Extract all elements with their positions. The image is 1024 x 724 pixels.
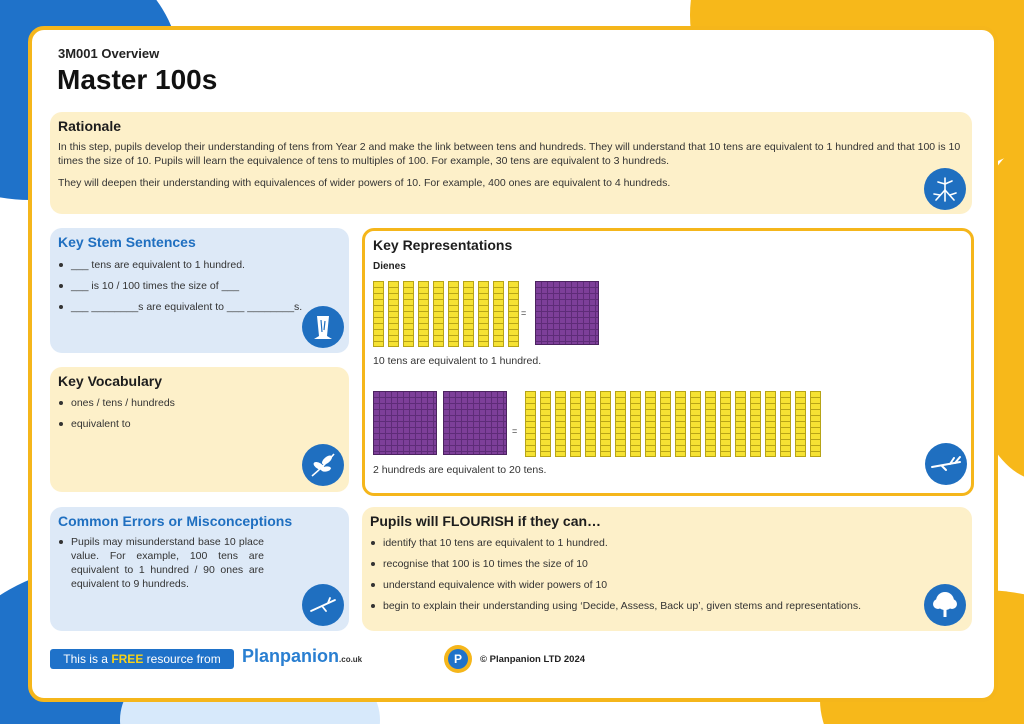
copyright-text: © Planpanion LTD 2024: [480, 654, 586, 665]
banner-free-text: FREE: [111, 652, 144, 666]
page-title: Master 100s: [57, 64, 218, 95]
list-item: ___ is 10 / 100 times the size of ___: [58, 279, 343, 293]
branch-icon: [925, 443, 967, 485]
ten-rod: [478, 281, 489, 347]
errors-list: [58, 535, 264, 591]
ten-rod: [600, 391, 611, 457]
stem-sentences-panel: [50, 228, 349, 353]
hundred-flat: [443, 391, 507, 455]
list-item: identify that 10 tens are equivalent to 1 hundred.: [370, 536, 920, 550]
hundred-flat: [373, 391, 437, 455]
ten-rod: [795, 391, 806, 457]
roots-icon: [924, 168, 966, 210]
ten-rod: [555, 391, 566, 457]
errors-heading: Common Errors or Misconceptions: [58, 513, 293, 529]
planpanion-logo: [242, 646, 362, 667]
rationale-paragraph-1: In this step, pupils develop their understanding of tens from Year 2 and make the link between tens and hundreds. They will understand that 10 tens are equivalent to 1 hundred and that 100 is 10 times the size of 10. Pupils will learn the equivalence of tens to multiples of 100. For example, 30 tens are equivalent to 3 hundreds.: [58, 141, 961, 167]
ten-rod: [780, 391, 791, 457]
hundred-flat: [535, 281, 599, 345]
ten-rod: [525, 391, 536, 457]
ten-rod: [660, 391, 671, 457]
list-item: understand equivalence with wider powers of 10: [370, 578, 920, 592]
logo-suffix: .co.uk: [339, 655, 363, 664]
ten-rod: [630, 391, 641, 457]
ten-rod: [418, 281, 429, 347]
rationale-heading: Rationale: [58, 118, 122, 134]
list-item: begin to explain their understanding using ‘Decide, Assess, Back up’, given stems and representations.: [370, 599, 920, 613]
list-item: Pupils may misunderstand base 10 place value. For example, 100 tens are equivalent to 1 hundred / 90 ones are equivalent to 9 hundreds.: [58, 535, 264, 591]
ten-rod: [675, 391, 686, 457]
ten-rod: [433, 281, 444, 347]
banner-text: This is a: [63, 652, 112, 666]
representations-subheading: Dienes: [373, 261, 406, 272]
stem-sentences-heading: Key Stem Sentences: [58, 234, 196, 250]
ten-rod: [403, 281, 414, 347]
list-item: equivalent to: [58, 417, 343, 431]
list-item: recognise that 100 is 10 times the size of 10: [370, 557, 920, 571]
ten-rod: [540, 391, 551, 457]
twig-icon: [302, 584, 344, 626]
vocabulary-heading: Key Vocabulary: [58, 373, 163, 389]
flourish-heading: Pupils will FLOURISH if they can…: [370, 513, 602, 529]
ten-rod: [735, 391, 746, 457]
vocabulary-list: [58, 396, 343, 431]
list-item: ___ tens are equivalent to 1 hundred.: [58, 258, 343, 272]
free-resource-banner: [50, 649, 234, 669]
rationale-panel: [50, 112, 972, 214]
equals-sign: =: [512, 426, 518, 436]
stem-sentences-list: [58, 258, 343, 314]
ten-rod: [615, 391, 626, 457]
list-item: ones / tens / hundreds: [58, 396, 343, 410]
flourish-panel: [362, 507, 972, 631]
ten-rod: [508, 281, 519, 347]
ten-rod: [705, 391, 716, 457]
equals-sign: =: [521, 308, 527, 318]
list-item: ___ ________s are equivalent to ___ ________s.: [58, 300, 343, 314]
ten-rod: [493, 281, 504, 347]
ten-rod: [645, 391, 656, 457]
seal-letter: P: [448, 649, 468, 669]
ten-rod: [690, 391, 701, 457]
representation-caption-1: 10 tens are equivalent to 1 hundred.: [373, 355, 542, 367]
ten-rod: [388, 281, 399, 347]
flourish-list: [370, 536, 920, 613]
vocabulary-panel: [50, 367, 349, 492]
ten-rod: [373, 281, 384, 347]
logo-text: Planpanion: [242, 646, 340, 666]
ten-rod: [765, 391, 776, 457]
ten-rod: [720, 391, 731, 457]
ten-rod: [750, 391, 761, 457]
representation-caption-2: 2 hundreds are equivalent to 20 tens.: [373, 464, 547, 476]
ten-rod: [810, 391, 821, 457]
lesson-code: 3M001 Overview: [58, 46, 160, 61]
tree-trunk-icon: [302, 306, 344, 348]
ten-rod: [463, 281, 474, 347]
ten-rod: [448, 281, 459, 347]
representations-panel: [362, 228, 974, 496]
errors-panel: [50, 507, 349, 631]
representations-heading: Key Representations: [373, 237, 513, 253]
banner-text: resource from: [143, 652, 221, 666]
rationale-paragraph-2: They will deepen their understanding with equivalences of wider powers of 10. For example, 400 ones are equivalent to 4 hundreds.: [58, 177, 671, 189]
leaves-icon: [302, 444, 344, 486]
ten-rod: [585, 391, 596, 457]
full-tree-icon: [924, 584, 966, 626]
ten-rod: [570, 391, 581, 457]
planpanion-seal-icon: [444, 645, 472, 673]
